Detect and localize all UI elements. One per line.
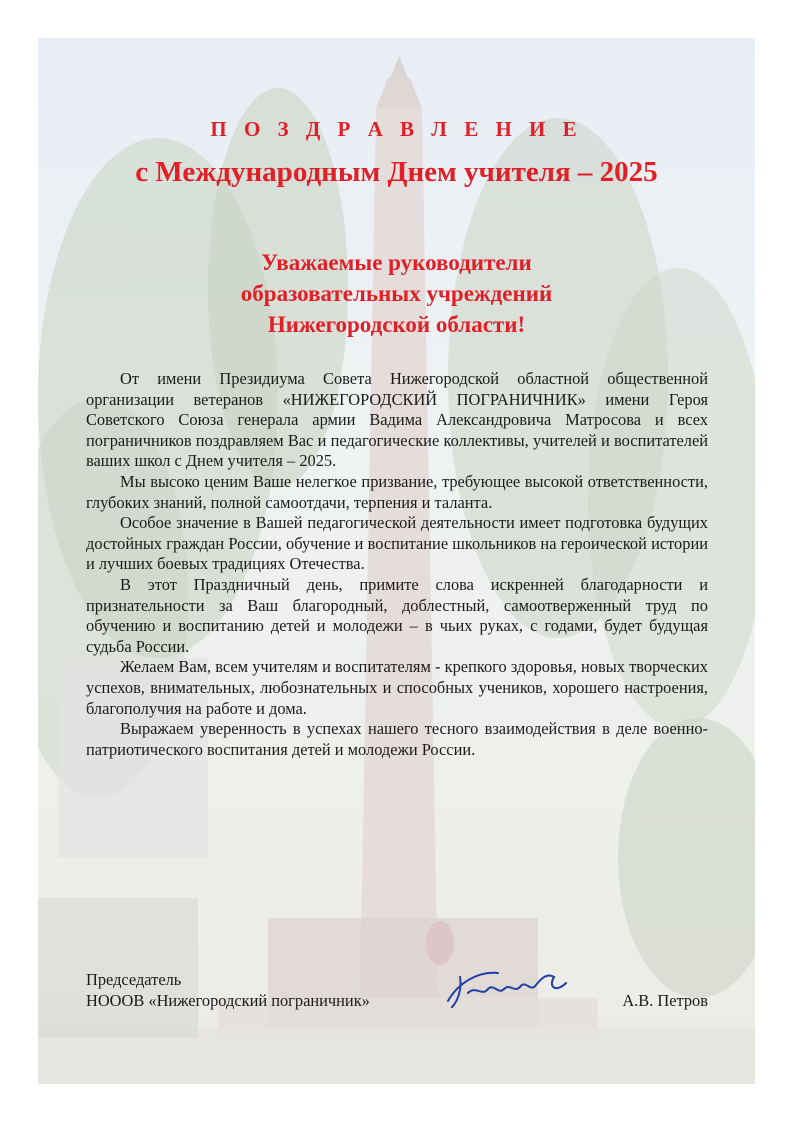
greeting-line: Нижегородской области!	[267, 312, 526, 337]
paragraph: Особое значение в Вашей педагогической деятельности имеет подготовка будущих достойных граждан России, обучение и воспитание школьников на героической истории и лучших боевых традициях Отечества.	[86, 513, 708, 574]
signer-organization: НОООВ «Нижегородский пограничник»	[86, 991, 370, 1010]
letter-body	[86, 369, 708, 760]
greeting	[0, 247, 793, 340]
handwritten-signature	[438, 963, 578, 1013]
signature-block	[86, 969, 708, 1011]
paragraph: В этот Праздничный день, примите слова искренней благодарности и признательности за Ваш благородный, доблестный, самоотверженный труд по обучению и воспитанию детей и молодежи – в чьих руках, с годами, будет будущая судьба России.	[86, 574, 708, 656]
paragraph: Выражаем уверенность в успехах нашего тесного взаимодействия в деле военно-патриотического воспитания детей и молодежи России.	[86, 719, 708, 759]
paragraph: От имени Президиума Совета Нижегородской областной общественной организации ветеранов «НИЖЕГОРОДСКИЙ ПОГРАНИЧНИК» имени Героя Советского Союза генерала армии Вадима Александровича Матросова и всех пограничников поздравляем Вас и педагогические коллективы, учителей и воспитателей ваших школ с Днем учителя – 2025.	[86, 369, 708, 471]
greeting-line: Уважаемые руководители	[261, 250, 532, 275]
signer-name: А.В. Петров	[622, 991, 708, 1010]
signer-role: Председатель	[86, 970, 182, 989]
paragraph: Мы высоко ценим Ваше нелегкое призвание, требующее высокой ответственности, глубоких знаний, полной самоотдачи, терпения и таланта.	[86, 471, 708, 512]
paragraph: Желаем Вам, всем учителям и воспитателям - крепкого здоровья, новых творческих успехов, внимательных, любознательных и способных учеников, хорошего настроения, благополучия на работе и дома.	[86, 657, 708, 718]
page-subtitle: с Международным Днем учителя – 2025	[135, 156, 658, 188]
greeting-line: образовательных учреждений	[240, 281, 553, 306]
page-title: П О З Д Р А В Л Е Н И Е	[210, 117, 583, 141]
